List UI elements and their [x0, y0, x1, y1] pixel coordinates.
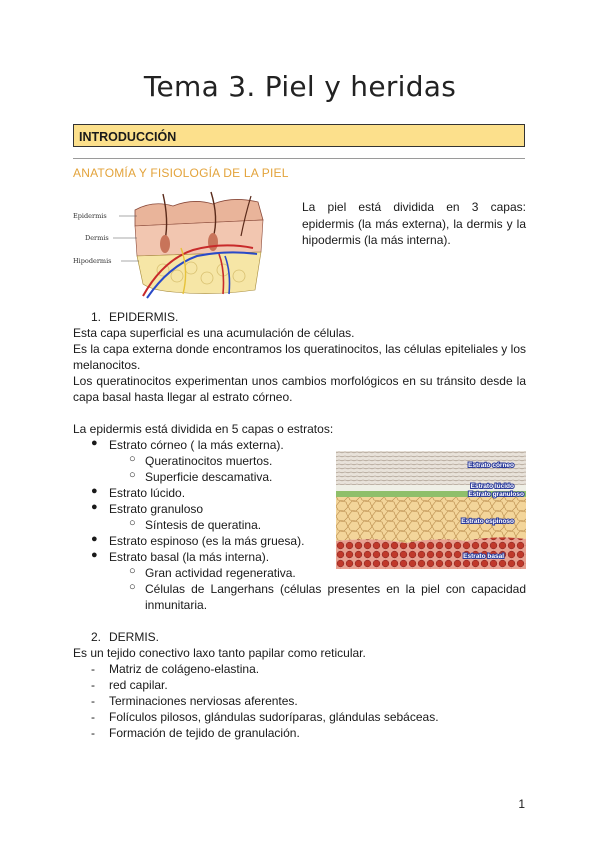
label-estrato-espinoso: Estrato espinoso — [461, 518, 514, 525]
label-estrato-basal: Estrato basal — [463, 553, 504, 560]
heading-dermis: DERMIS. — [109, 630, 160, 644]
list-item-estrato-corneo: Estrato córneo ( la más externa). — [109, 438, 284, 452]
bullet-icon: ● — [91, 485, 98, 497]
label-estrato-lucido: Estrato lúcido — [470, 483, 514, 490]
circle-bullet-icon: ○ — [129, 469, 136, 481]
heading-epidermis: EPIDERMIS. — [109, 310, 179, 324]
dermis-list-item: Folículos pilosos, glándulas sudoríparas, glándulas sebáceas. — [109, 710, 439, 724]
dermis-paragraph-1: Es un tejido conectivo laxo tanto papilar como reticular. — [73, 646, 366, 660]
list-item-estrato-espinoso: Estrato espinoso (es la más gruesa). — [109, 534, 305, 548]
epidermis-paragraph-3: Los queratinocitos experimentan unos cambios morfológicos en su tránsito desde la capa basal hasta llegar al estrato córneo. — [73, 374, 526, 404]
skin-layers-figure — [73, 190, 283, 300]
dash-bullet-icon: - — [91, 694, 95, 708]
bullet-icon: ● — [91, 501, 98, 513]
page-number: 1 — [518, 797, 525, 811]
list-number-1: 1. — [91, 310, 102, 324]
label-estrato-corneo: Estrato córneo — [468, 462, 514, 469]
bullet-icon: ● — [91, 549, 98, 561]
list-item-estrato-granuloso: Estrato granuloso — [109, 502, 204, 516]
label-dermis: Dermis — [85, 234, 109, 242]
dermis-list-item: Terminaciones nerviosas aferentes. — [109, 694, 298, 708]
list-subitem: Queratinocitos muertos. — [145, 454, 273, 468]
circle-bullet-icon: ○ — [129, 517, 136, 529]
list-number-2: 2. — [91, 630, 102, 644]
label-hipodermis: Hipodermis — [73, 257, 112, 265]
list-subitem: Gran actividad regenerativa. — [145, 566, 296, 580]
label-epidermis: Epidermis — [73, 212, 107, 220]
page-title: Tema 3. Piel y heridas — [143, 70, 457, 103]
dermis-list-item: red capilar. — [109, 678, 168, 692]
intro-paragraph: La piel está dividida en 3 capas: epidermis (la más externa), la dermis y la hipodermis (la más interna). — [302, 200, 526, 247]
dash-bullet-icon: - — [91, 678, 95, 692]
epidermis-paragraph-2: Es la capa externa donde encontramos los queratinocitos, las células epiteliales y los melanocitos. — [73, 342, 526, 372]
circle-bullet-icon: ○ — [129, 581, 136, 593]
section-heading-anatomia: ANATOMÍA Y FISIOLOGÍA DE LA PIEL — [73, 166, 289, 180]
dash-bullet-icon: - — [91, 662, 95, 676]
epidermis-strata-illustration — [336, 451, 526, 569]
circle-bullet-icon: ○ — [129, 565, 136, 577]
bullet-icon: ● — [91, 437, 98, 449]
dermis-list-item: Matriz de colágeno-elastina. — [109, 662, 260, 676]
list-item-estrato-basal: Estrato basal (la más interna). — [109, 550, 270, 564]
epidermis-paragraph-1: Esta capa superficial es una acumulación de células. — [73, 326, 355, 340]
list-subitem: Células de Langerhans (células presentes en la piel con capacidad inmunitaria. — [145, 582, 526, 612]
list-subitem: Síntesis de queratina. — [145, 518, 262, 532]
skin-layers-illustration — [73, 190, 283, 300]
dash-bullet-icon: - — [91, 726, 95, 740]
bullet-icon: ● — [91, 533, 98, 545]
circle-bullet-icon: ○ — [129, 453, 136, 465]
section-box-introduccion: INTRODUCCIÓN — [73, 124, 525, 147]
horizontal-rule — [73, 158, 525, 159]
dash-bullet-icon: - — [91, 710, 95, 724]
list-subitem: Superficie descamativa. — [145, 470, 273, 484]
epidermis-paragraph-4: La epidermis está dividida en 5 capas o estratos: — [73, 422, 334, 436]
label-estrato-granuloso: Estrato granuloso — [468, 491, 524, 498]
dermis-list-item: Formación de tejido de granulación. — [109, 726, 300, 740]
epidermis-strata-figure — [336, 451, 526, 569]
list-item-estrato-lucido: Estrato lúcido. — [109, 486, 186, 500]
